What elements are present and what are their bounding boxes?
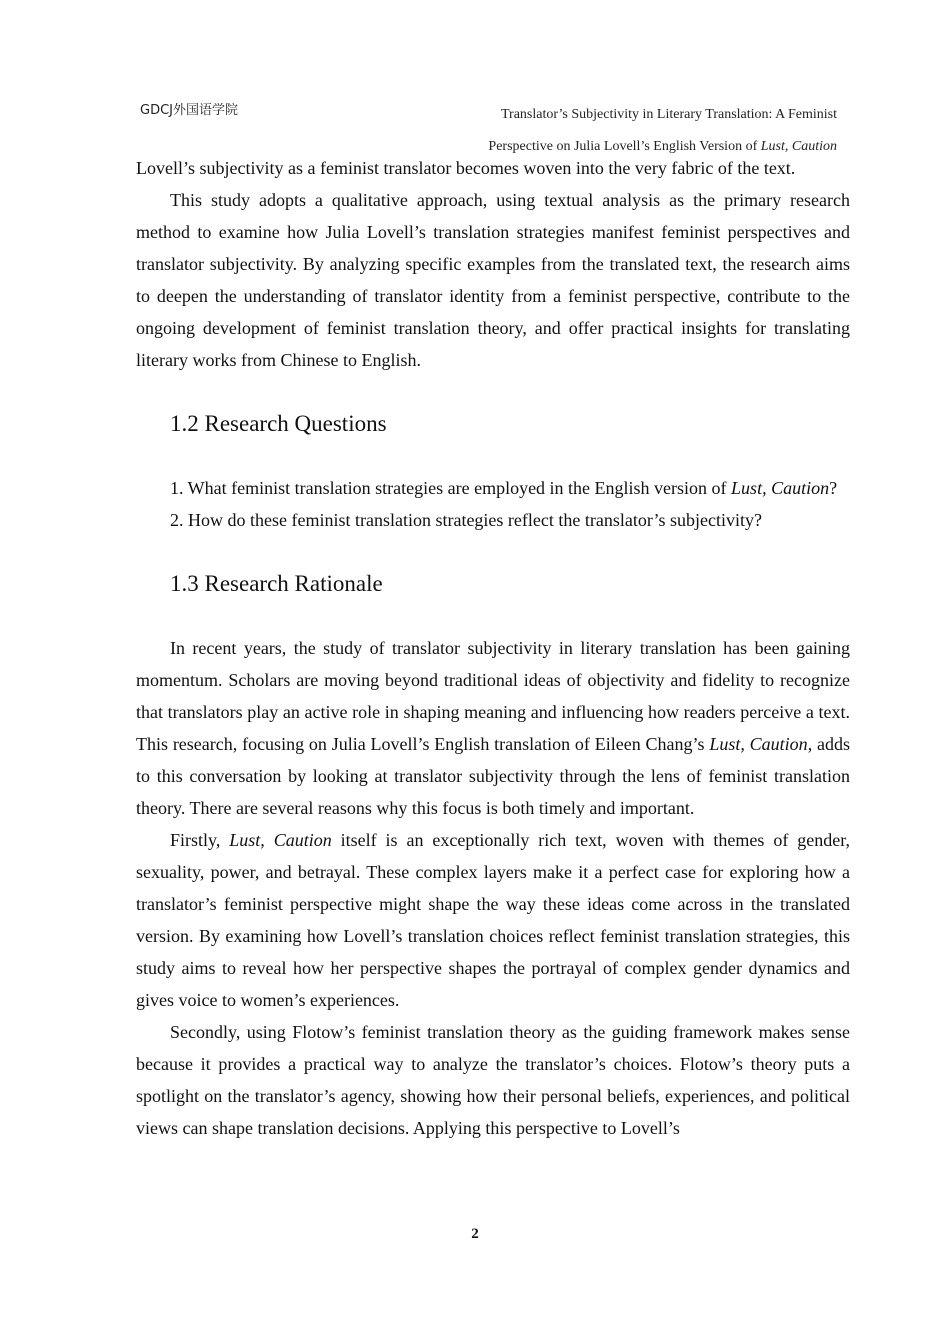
header-title-line-1: Translator’s Subjectivity in Literary Translation: A Feminist: [500, 107, 837, 122]
rationale-2-text: Firstly,: [170, 830, 230, 850]
paragraph-rationale-2: [136, 824, 850, 1016]
research-question-2: 2. How do these feminist translation strategies reflect the translator’s subjectivity?: [170, 510, 763, 530]
question-1-text: 1. What feminist translation strategies are employed in the English version of: [170, 478, 732, 498]
header-book-title: Lust, Caution: [760, 139, 837, 154]
paragraph-continuation: Lovell’s subjectivity as a feminist translator becomes woven into the very fabric of the text.: [136, 158, 796, 178]
paragraph-rationale-1: [136, 632, 850, 824]
page-number: 2: [471, 1226, 479, 1242]
rationale-2-book-title: Lust, Caution: [229, 830, 332, 850]
research-question-1: [136, 472, 850, 504]
question-1-book-title: Lust, Caution: [731, 478, 830, 498]
header-title-prefix: Perspective on Julia Lovell’s English Version of: [488, 139, 761, 154]
rationale-1-book-title: Lust, Caution: [709, 734, 808, 754]
header-institution: GDCJ外国语学院: [140, 103, 238, 118]
section-heading-research-rationale: 1.3 Research Rationale: [170, 571, 383, 596]
rationale-1-text-end: , adds to this conversation by looking at translator subjectivity through the lens of feminist translation theory. There are several reasons why this focus is both timely and important.: [136, 734, 850, 818]
question-1-mark: ?: [829, 478, 838, 498]
rationale-1-text: In recent years, the study of translator subjectivity in literary translation has been gaining momentum. Scholars are moving beyond traditional ideas of objectivity and fidelity to recognize that translators play an active role in shaping meaning and influencing how readers perceive a text. This research, focusing on Julia Lovell’s English translation of Eileen Chang’s: [136, 638, 850, 754]
paragraph-rationale-3: Secondly, using Flotow’s feminist translation theory as the guiding framework makes sense because it provides a practical way to analyze the translator’s choices. Flotow’s theory puts a spotlight on the translator’s agency, showing how their personal beliefs, experiences, and political views can shape translation decisions. Applying this perspective to Lovell’s: [136, 1022, 850, 1138]
body-text: [136, 152, 850, 1144]
rationale-2-text-end: itself is an exceptionally rich text, woven with themes of gender, sexuality, power, and betrayal. These complex layers make it a perfect case for exploring how a translator’s feminist perspective might shape the way these ideas come across in the translated version. By examining how Lovell’s translation choices reflect feminist translation strategies, this study aims to reveal how her perspective shapes the portrayal of complex gender dynamics and gives voice to women’s experiences.: [136, 830, 850, 1010]
section-heading-research-questions: 1.2 Research Questions: [170, 411, 387, 436]
paragraph-methodology: This study adopts a qualitative approach, using textual analysis as the primary research method to examine how Julia Lovell’s translation strategies manifest feminist perspectives and translator subjectivity. By analyzing specific examples from the translated text, the research aims to deepen the understanding of translator identity from a feminist perspective, contribute to the ongoing development of feminist translation theory, and offer practical insights for translating literary works from Chinese to English.: [136, 190, 850, 370]
